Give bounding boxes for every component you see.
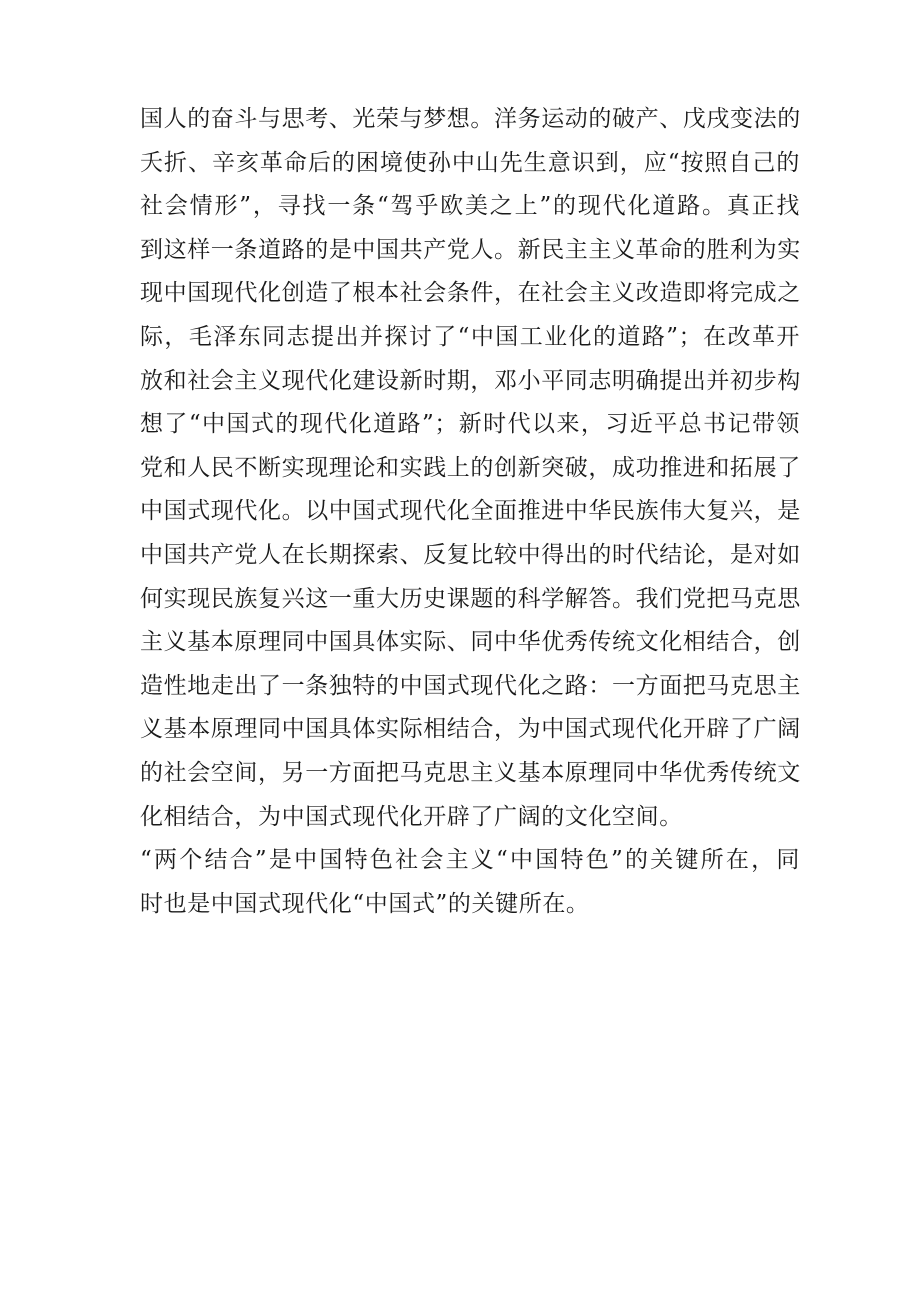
text-line: 国人的奋斗与思考、光荣与梦想。洋务运动的破产、戊戌变法的 <box>140 106 801 132</box>
text-line: 现中国现代化创造了根本社会条件，在社会主义改造即将完成之 <box>140 280 801 307</box>
paragraph-2 <box>140 839 800 926</box>
text-line: 中国式现代化。以中国式现代化全面推进中华民族伟大复兴，是 <box>140 498 801 525</box>
text-line: 党和人民不断实现理论和实践上的创新突破，成功推进和拓展了 <box>140 454 801 481</box>
text-line: 到这样一条道路的是中国共产党人。新民主主义革命的胜利为实 <box>140 236 801 263</box>
text-line: 放和社会主义现代化建设新时期，邓小平同志明确提出并初步构 <box>140 367 801 394</box>
text-line: 化相结合，为中国式现代化开辟了广阔的文化空间。 <box>140 803 683 830</box>
text-line: 造性地走出了一条独特的中国式现代化之路：一方面把马克思主 <box>140 672 801 699</box>
text-line: 际，毛泽东同志提出并探讨了“中国工业化的道路”；在改革开 <box>140 323 800 350</box>
text-line: 何实现民族复兴这一重大历史课题的科学解答。我们党把马克思 <box>140 585 801 612</box>
text-line: 中国共产党人在长期探索、反复比较中得出的时代结论，是对如 <box>140 541 801 568</box>
body-text <box>140 98 800 926</box>
paragraph-1 <box>140 98 800 839</box>
text-line: 的社会空间，另一方面把马克思主义基本原理同中华优秀传统文 <box>140 759 801 786</box>
text-line: 义基本原理同中国具体实际相结合，为中国式现代化开辟了广阔 <box>140 716 801 743</box>
text-line: “两个结合”是中国特色社会主义“中国特色”的关键所在，同 <box>140 847 800 874</box>
text-line: 主义基本原理同中国具体实际、同中华优秀传统文化相结合，创 <box>140 629 801 656</box>
text-line: 想了“中国式的现代化道路”；新时代以来，习近平总书记带领 <box>140 411 800 438</box>
text-line: 时也是中国式现代化“中国式”的关键所在。 <box>140 890 590 917</box>
text-line: 夭折、辛亥革命后的困境使孙中山先生意识到，应“按照自己的 <box>140 149 800 176</box>
text-line: 社会情形”，寻找一条“驾乎欧美之上”的现代化道路。真正找 <box>140 193 800 220</box>
